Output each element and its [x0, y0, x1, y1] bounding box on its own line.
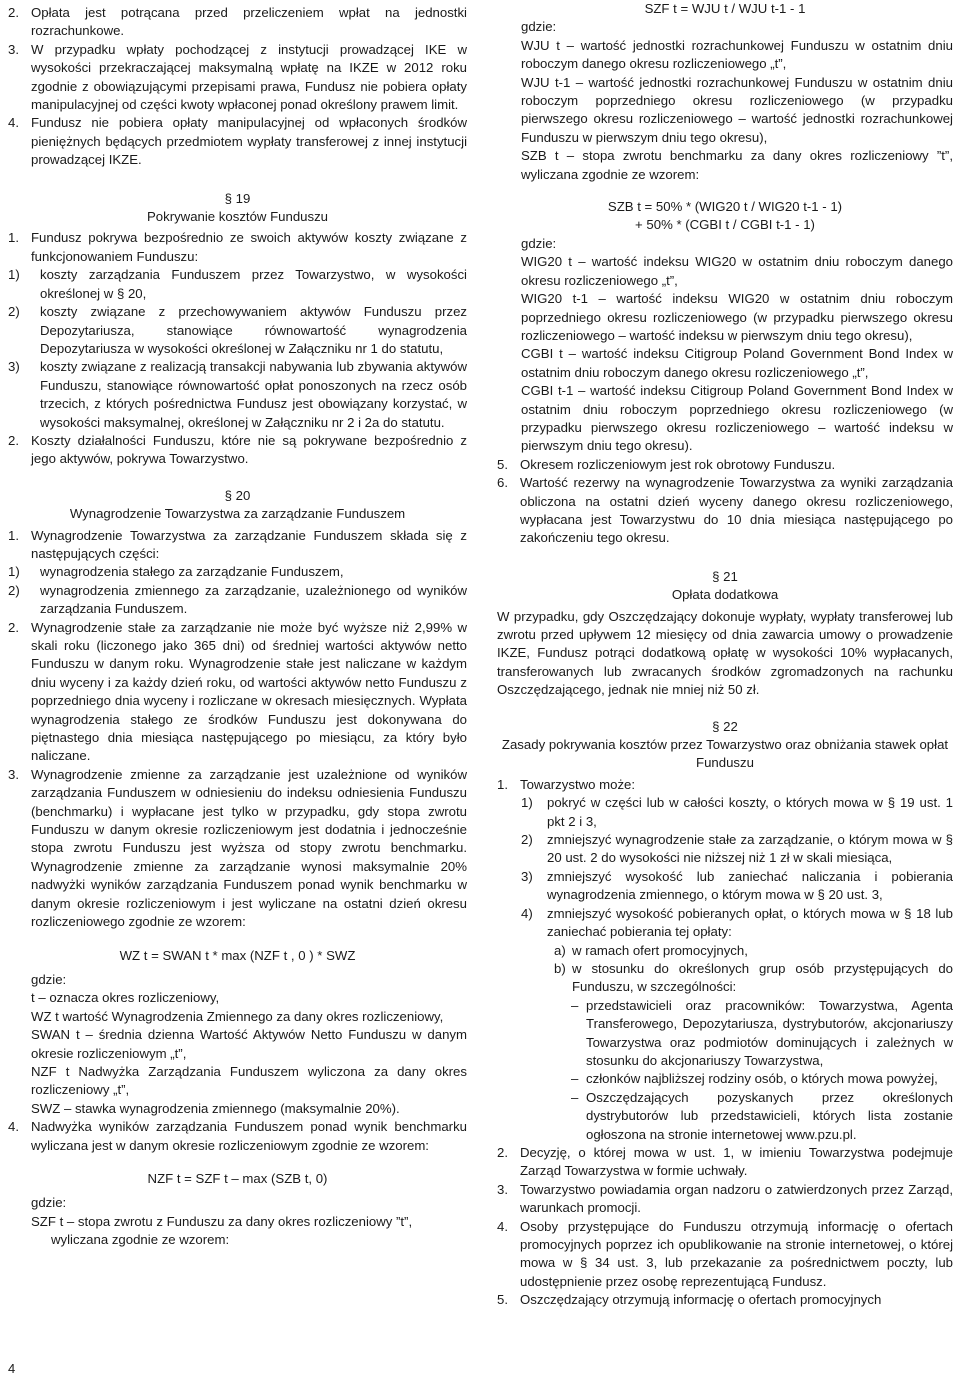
paragraph-text: Okresem rozliczeniowym jest rok obrotowy Funduszu.	[520, 456, 836, 472]
paragraph-number: 1.	[8, 230, 19, 246]
paragraph-text: Wynagrodzenie stałe za zarządzanie nie może być wyższe niż 2,99% w skali roku (liczonego jako 365 dni) od średniej wartości aktywów netto Funduszu w danym roku. Wynagrodzenie stałe jest naliczane w każdym dniu wyceny i za każdy dzień roku, od wartości aktywów netto Funduszu z poprzedniego dnia wyceny i rozliczane w okresach miesięcznych. Wypłata wynagrodzenia stałego ze środków Funduszu jest dokonywana do piętnastego dnia miesiąca następującego po miesiącu, za który było naliczane.	[31, 619, 467, 764]
list-item	[497, 794, 953, 831]
definition: SZB t – stopa zwrotu benchmarku za dany okres rozliczeniowy ”t”, wyliczana zgodnie ze wzorem:	[521, 148, 953, 182]
gdzie-label: gdzie:	[31, 1195, 67, 1211]
paragraph-text: Wynagrodzenie Towarzystwa za zarządzanie Funduszem składa się z następujących części:	[31, 527, 467, 561]
section-22-paragraph-3	[497, 1181, 953, 1218]
list-item	[8, 266, 467, 303]
definition: WIG20 t – wartość indeksu WIG20 w ostatnim dniu roboczym danego okresu rozliczeniowego „t”,	[521, 254, 953, 288]
list-item-number: 2)	[8, 304, 20, 320]
paragraph-number: 1.	[497, 776, 508, 792]
paragraph-5	[497, 456, 953, 474]
paragraph-text: Towarzystwo powiadamia organ nadzoru o zatwierdzonych przez Zarząd, warunkach promocji.	[520, 1181, 953, 1216]
dash-bullet: –	[571, 997, 579, 1013]
page-number: 4	[8, 1361, 16, 1376]
section-19-number: § 19	[224, 190, 251, 206]
list-item-text: pokryć w części lub w całości koszty, o których mowa w § 19 ust. 1 pkt 2 i 3,	[547, 795, 953, 829]
section-20-paragraph-2	[8, 619, 467, 766]
section-19-paragraph-2	[8, 432, 467, 469]
definition: WZ t wartość Wynagrodzenia Zmiennego za dany okres rozliczeniowy,	[31, 1008, 444, 1024]
gdzie-label: gdzie:	[521, 235, 557, 251]
sub-list-item	[497, 960, 953, 997]
section-19-paragraph-1	[8, 229, 467, 266]
paragraph-number: 2.	[8, 619, 19, 635]
definition: WJU t-1 – wartość jednostki rozrachunkowej Funduszu w ostatnim dniu roboczym poprzedniego okresu rozliczeniowego (w przypadku pierwszego okresu rozliczeniowego – wartość jednostki rozrachunkowej Funduszu w pierwszym dniu tego okresu),	[521, 74, 953, 145]
paragraph-text: W przypadku wpłaty pochodzącej z instytucji prowadzącej IKE w wysokości przekraczającej maksymalną wpłatę na IKZE w 2012 roku zgodnie z obowiązującymi przepisami prawa, Fundusz nie pobiera opłaty manipulacyjnej od części kwoty wpłaconej ponad określony prawem limit.	[31, 41, 467, 113]
section-21-text: W przypadku, gdy Oszczędzający dokonuje wypłaty, wypłaty transferowej lub zwrotu przed upływem 12 miesięcy od dnia zawarcia umowy o prowadzenie IKZE, Fundusz potrąci dodatkową opłatę w wysokości 10% wypłacanych, transferowanych lub zwracanych środków zgromadzonych na rachunku Oszczędzającego, jednak nie mniej niż 50 zł.	[497, 608, 953, 698]
paragraph-number: 4.	[8, 1119, 19, 1135]
list-item-number: 1)	[521, 795, 533, 811]
definition: WIG20 t-1 – wartość indeksu WIG20 w ostatnim dniu roboczym poprzedniego okresu rozliczeniowego (w przypadku pierwszego okresu rozliczeniowego – wartość indeksu w pierwszym dniu tego okresu),	[521, 291, 953, 343]
formula-szb-line-1: SZB t = 50% * (WIG20 t / WIG20 t-1 - 1)	[607, 199, 843, 215]
list-item-number: 4)	[521, 905, 533, 921]
paragraph-text: Fundusz pokrywa bezpośrednio ze swoich aktywów koszty związane z funkcjonowaniem Funduszu:	[31, 230, 467, 264]
dash-item	[497, 1070, 953, 1088]
list-item-text: zmniejszyć wysokość pobieranych opłat, o których mowa w § 18 lub zaniechać pobierania tej opłaty:	[547, 905, 953, 940]
dash-bullet: –	[571, 1071, 579, 1087]
list-item-number: 2)	[8, 582, 20, 598]
paragraph-number: 4.	[8, 115, 19, 131]
section-20-number: § 20	[224, 487, 251, 503]
list-item-text: zmniejszyć wysokość lub zaniechać naliczania i pobierania wynagrodzenia zmiennego, o którym mowa w § 20 ust. 3,	[547, 868, 953, 903]
paragraph-4	[8, 114, 467, 169]
right-column	[497, 1, 953, 1310]
list-item-text: wynagrodzenia zmiennego za zarządzanie, uzależnionego od wyników zarządzania Funduszem.	[40, 582, 467, 617]
section-22-paragraph-4	[497, 1218, 953, 1292]
definition: CGBI t-1 – wartość indeksu Citigroup Poland Government Bond Index w ostatnim dniu roboczym poprzedniego okresu rozliczeniowego (w przypadku pierwszego okresu rozliczeniowego – wartość indeksu w pierwszym dniu tego okresu).	[521, 383, 953, 454]
sub-list-item	[497, 942, 953, 960]
list-item	[8, 563, 467, 581]
section-22-paragraph-1	[497, 776, 953, 794]
dash-item	[497, 997, 953, 1071]
paragraph-text: Towarzystwo może:	[520, 776, 636, 792]
left-column	[8, 4, 467, 1250]
paragraph-number: 2.	[497, 1144, 508, 1160]
formula-szf: SZF t = WJU t / WJU t-1 - 1	[644, 1, 806, 16]
paragraph-text: Koszty działalności Funduszu, które nie są pokrywane bezpośrednio z jego aktywów, pokrywa Towarzystwo.	[31, 432, 467, 467]
paragraph-text: Fundusz nie pobiera opłaty manipulacyjnej od wpłaconych środków pieniężnych będących przedmiotem wypłaty transferowej z innej instytucji prowadzącej IKZE.	[31, 115, 467, 168]
section-22-title: Zasady pokrywania kosztów przez Towarzystwo oraz obniżania stawek opłat Funduszu	[501, 737, 949, 771]
paragraph-text: Opłata jest potrącana przed przeliczeniem wpłat na jednostki rozrachunkowe.	[31, 5, 467, 39]
paragraph-2	[8, 4, 467, 41]
gdzie-label: gdzie:	[31, 971, 67, 987]
paragraph-number: 5.	[497, 1292, 508, 1308]
paragraph-text: Oszczędzający otrzymują informację o ofertach promocyjnych	[520, 1292, 882, 1308]
formula-wz: WZ t = SWAN t * max (NZF t , 0 ) * SWZ	[119, 947, 356, 963]
sub-list-item-letter: b)	[554, 960, 566, 976]
paragraph-number: 2.	[8, 432, 19, 448]
list-item	[8, 358, 467, 432]
definition: SWZ – stawka wynagrodzenia zmiennego (maksymalnie 20%).	[31, 1100, 400, 1116]
list-item	[497, 905, 953, 942]
section-22-paragraph-5	[497, 1291, 953, 1309]
gdzie-label: gdzie:	[521, 19, 557, 35]
sub-list-item-letter: a)	[554, 942, 566, 958]
paragraph-text: Wartość rezerwy na wynagrodzenie Towarzystwa za wyniki zarządzania obliczona na ostatni dzień wyceny danego okresu rozliczeniowego, wypłacana jest Towarzystwu do 10 dnia miesiąca następującego po zakończeniu tego okresu.	[520, 475, 953, 546]
section-19-title: Pokrywanie kosztów Funduszu	[146, 209, 329, 225]
list-item-text: koszty związane z realizacją transakcji nabywania lub zbywania aktywów Funduszu, stanowiące równowartość opłat ponoszonych na rzecz osób trzecich, z których pośrednictwa Fundusz jest obowiązany korzystać, w wysokości maksymalnej, określonej w Załączniku nr 2 i 2a do statutu.	[40, 359, 467, 430]
list-item	[8, 303, 467, 358]
list-item	[497, 868, 953, 905]
list-item	[8, 582, 467, 619]
section-20-paragraph-1	[8, 527, 467, 564]
sub-list-item-text: w ramach ofert promocyjnych,	[572, 942, 748, 958]
formula-nzf: NZF t = SZF t – max (SZB t, 0)	[147, 1170, 328, 1186]
paragraph-text: Decyzję, o której mowa w ust. 1, w imieniu Towarzystwa podejmuje Zarząd Towarzystwa w formie uchwały.	[520, 1144, 953, 1179]
list-item-number: 1)	[8, 564, 20, 580]
list-item-text: wynagrodzenia stałego za zarządzanie Funduszem,	[40, 564, 344, 580]
paragraph-number: 1.	[8, 527, 19, 543]
paragraph-text: Wynagrodzenie zmienne za zarządzanie jest uzależnione od wyników zarządzania Funduszem w odniesieniu do indeksu odniesienia Funduszu (benchmarku) i wypłacane jest tylko w przypadku, gdy stopa zwrotu Funduszu w danym okresie rozliczeniowym jest dodatnia i jednocześnie stopa zwrotu Funduszu jest wyższa od stopy zwrotu benchmarku. Wynagrodzenie zmienne za zarządzanie wynosi maksymalnie 20% nadwyżki wyników zarządzania Funduszem ponad wynik benchmarku w danym okresie rozliczeniowym i jest wyliczane na ostatni dzień okresu rozliczeniowego zgodnie ze wzorem:	[31, 766, 467, 930]
dash-item-text: przedstawicieli oraz pracowników: Towarzystwa, Agenta Transferowego, Depozytariusza, dystrybutorów, akcjonariuszy Towarzystwa oraz podmiotów dominujących i zależnych w stosunku do akcjonariuszy Towarzystwa,	[586, 997, 953, 1068]
paragraph-text: Nadwyżka wyników zarządzania Funduszem ponad wynik benchmarku wyliczana jest w danym okresie rozliczeniowym zgodnie ze wzorem:	[31, 1119, 467, 1153]
paragraph-text: Osoby przystępujące do Funduszu otrzymują informację o ofertach promocyjnych poprzez ich opublikowanie na stronie internetowej, o której mowa w § 34 ust. 3, lub przekazanie za pośrednictwem poczty, lub udostępnienie przez osobę reprezentującą Fundusz.	[520, 1218, 953, 1289]
list-item-number: 3)	[521, 868, 533, 884]
section-20-paragraph-3	[8, 766, 467, 932]
list-item-number: 1)	[8, 267, 20, 283]
definition: CGBI t – wartość indeksu Citigroup Poland Government Bond Index w ostatnim dniu roboczym danego okresu rozliczeniowego „t”,	[521, 346, 953, 380]
sub-list-item-text: w stosunku do określonych grup osób przystępujących do Funduszu, w szczególności:	[572, 960, 953, 995]
dash-item-text: Oszczędzających pozyskanych przez określonych dystrybutorów lub przedstawicieli, których lista zostanie ogłoszona na stronie internetowej www.pzu.pl.	[586, 1089, 953, 1142]
list-item-number: 3)	[8, 359, 20, 375]
definition: WJU t – wartość jednostki rozrachunkowej Funduszu w ostatnim dniu roboczym danego okresu rozliczeniowego „t”,	[521, 37, 953, 72]
section-21-title: Opłata dodatkowa	[671, 587, 779, 603]
paragraph-number: 4.	[497, 1218, 508, 1234]
definition-continuation: wyliczana zgodnie ze wzorem:	[51, 1232, 230, 1248]
section-22-paragraph-2	[497, 1144, 953, 1181]
section-20-title: Wynagrodzenie Towarzystwa za zarządzanie Funduszem	[69, 506, 406, 522]
formula-szb-line-2: + 50% * (CGBI t / CGBI t-1 - 1)	[635, 217, 815, 233]
paragraph-3	[8, 41, 467, 115]
section-21-number: § 21	[712, 568, 738, 584]
definition: t – oznacza okres rozliczeniowy,	[31, 990, 220, 1006]
section-20-paragraph-4	[8, 1118, 467, 1155]
list-item	[497, 831, 953, 868]
list-item-text: koszty związane z przechowywaniem aktywów Funduszu przez Depozytariusza, stanowiące równowartość wynagrodzenia Depozytariusza w wysokości określonej w Załączniku nr 1 do statutu,	[40, 304, 467, 356]
list-item-text: zmniejszyć wynagrodzenie stałe za zarządzanie, o którym mowa w § 20 ust. 2 do wysokości nie niższej niż 1 zł w skali miesiąca,	[547, 832, 953, 866]
list-item-text: koszty zarządzania Funduszem przez Towarzystwo, w wysokości określonej w § 20,	[40, 267, 467, 301]
definition: SZF t – stopa zwrotu z Funduszu za dany okres rozliczeniowy ”t”,	[31, 1213, 413, 1229]
list-item-number: 2)	[521, 832, 533, 848]
paragraph-number: 6.	[497, 475, 508, 491]
paragraph-6	[497, 474, 953, 548]
definition: SWAN t – średnia dzienna Wartość Aktywów Netto Funduszu w danym okresie rozliczeniowym „t”,	[31, 1027, 467, 1061]
definition: NZF t Nadwyżka Zarządzania Funduszem wyliczona za dany okres rozliczeniowy „t”,	[31, 1063, 467, 1098]
paragraph-number: 3.	[8, 41, 19, 57]
paragraph-number: 2.	[8, 5, 19, 20]
dash-item-text: członków najbliższej rodziny osób, o których mowa powyżej,	[586, 1071, 938, 1087]
paragraph-number: 3.	[8, 766, 19, 782]
paragraph-number: 3.	[497, 1181, 508, 1197]
dash-item	[497, 1089, 953, 1144]
paragraph-number: 5.	[497, 456, 508, 472]
dash-bullet: –	[571, 1089, 579, 1105]
section-22-number: § 22	[712, 718, 738, 734]
